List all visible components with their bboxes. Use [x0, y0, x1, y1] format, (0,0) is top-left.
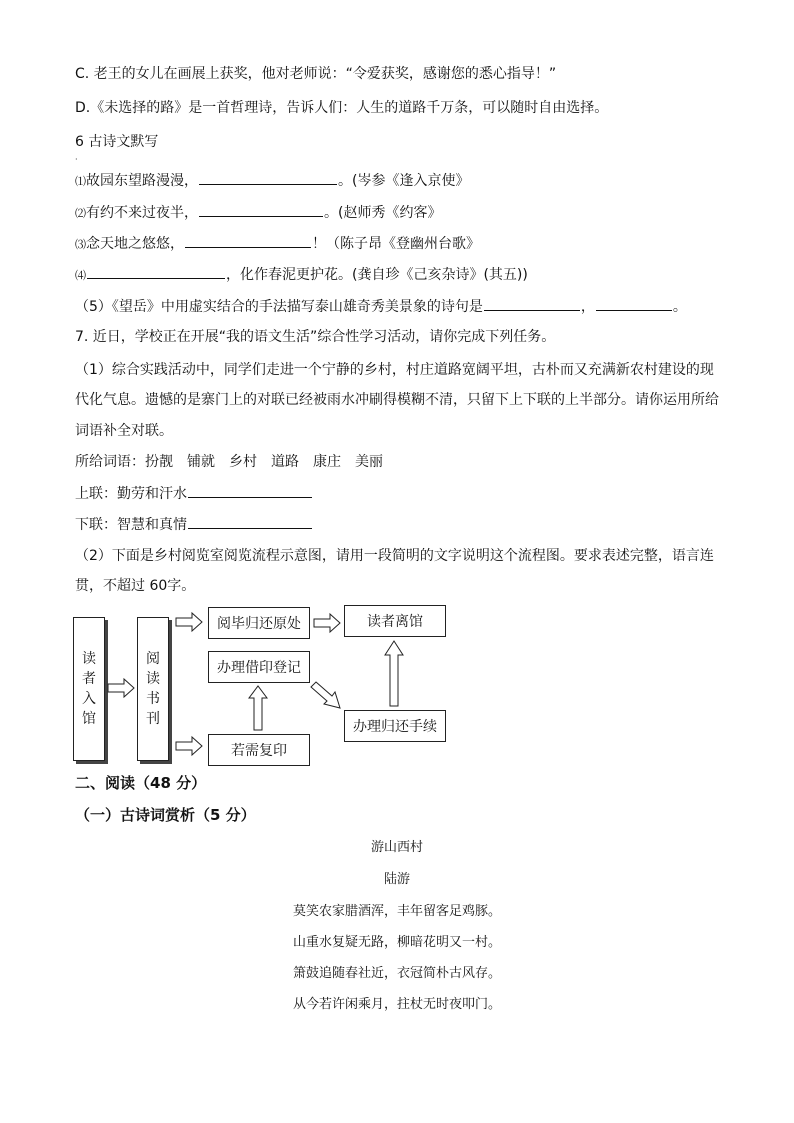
- flow-box-enter: [73, 617, 105, 761]
- flow-label: 若需复印: [231, 743, 287, 759]
- flow-box-borrow: [208, 651, 310, 683]
- arrow-up-icon: [385, 641, 403, 706]
- section-heading: 二、阅读（48 分）: [75, 774, 207, 792]
- option-d: D.《未选择的路》是一首哲理诗，告诉人们：人生的道路千万条，可以随时自由选择。: [75, 100, 609, 116]
- item-prefix: （5）《望岳》中用虚实结合的手法描写泰山雄奇秀美景象的诗句是: [75, 299, 483, 315]
- flow-box-read: [137, 617, 169, 761]
- flow-label: 办理归还手续: [353, 719, 437, 735]
- answer-blank[interactable]: [87, 264, 225, 279]
- flow-label: 阅毕归还原处: [217, 616, 301, 632]
- item-number: ⑶: [75, 238, 86, 251]
- item-number: ⑷: [75, 269, 86, 282]
- answer-blank[interactable]: [199, 202, 323, 217]
- lower-couplet: [75, 514, 313, 535]
- arrow-right-icon: [176, 737, 202, 755]
- item-prefix: 有约不来过夜半，: [86, 205, 198, 221]
- poem-author: 陆游: [383, 872, 410, 887]
- upper-couplet-text: 上联：勤劳和汗水: [75, 486, 187, 502]
- item-number: ⑵: [75, 207, 86, 220]
- answer-blank[interactable]: [188, 514, 312, 529]
- q7-part2-line2: 贯，不超过 60字。: [75, 578, 196, 594]
- q6-item-5: [75, 296, 687, 317]
- item-source: 。(赵师秀《约客》: [324, 205, 442, 221]
- poem-line: 莫笑农家腊酒浑，丰年留客足鸡豚。: [292, 904, 501, 919]
- poem-line: 山重水复疑无路，柳暗花明又一村。: [292, 935, 501, 950]
- arrow-right-icon: [176, 613, 202, 631]
- q7-part2-line1: （2）下面是乡村阅览室阅览流程示意图，请用一段简明的文字说明这个流程图。要求表述完整，语言连: [75, 548, 714, 564]
- option-c: C. 老王的女儿在画展上获奖，他对老师说：“令爱获奖，感谢您的悉心指导！”: [75, 66, 557, 82]
- subsection-heading: （一）古诗词赏析（5 分）: [75, 806, 256, 824]
- item-source: ，化作春泥更护花。(龚自珍《己亥杂诗》(其五)): [226, 267, 528, 283]
- q6-item-4: [75, 264, 528, 286]
- item-source: 。(岑参《逢入京使》: [338, 173, 470, 189]
- flow-box-leave: [344, 605, 446, 637]
- answer-blank[interactable]: [188, 483, 312, 498]
- lower-couplet-text: 下联：智慧和真情: [75, 517, 187, 533]
- q7-intro: 7. 近日，学校正在开展“我的语文生活”综合性学习活动，请你完成下列任务。: [75, 329, 556, 345]
- answer-blank[interactable]: [185, 233, 311, 248]
- arrow-right-icon: [314, 614, 340, 632]
- poem-line: 箫鼓追随春社近，衣冠简朴古风存。: [292, 966, 501, 981]
- q6-item-3: [75, 233, 480, 255]
- poem-line: 从今若许闲乘月，拄杖无时夜叩门。: [292, 997, 501, 1012]
- period: 。: [672, 299, 687, 315]
- q6-title: 6 古诗文默写: [75, 134, 159, 150]
- arrow-diagonal-icon: [311, 682, 340, 708]
- flow-label: 办理借印登记: [217, 660, 301, 676]
- q6-item-2: [75, 202, 441, 224]
- dot-mark: ·: [75, 155, 78, 164]
- q7-part1-line1: （1）综合实践活动中，同学们走进一个宁静的乡村，村庄道路宽阔平坦，古朴而又充满新农村建设的现: [75, 362, 714, 378]
- flow-box-copy: [208, 734, 310, 766]
- given-words: [75, 452, 383, 472]
- item-source: ！（陈子昂《登幽州台歌》: [312, 236, 480, 252]
- arrow-up-icon: [249, 686, 267, 730]
- arrow-right-icon: [108, 679, 134, 697]
- flow-label: 读者离馆: [367, 614, 423, 630]
- item-prefix: 故园东望路漫漫，: [86, 173, 198, 189]
- item-prefix: 念天地之悠悠，: [86, 236, 184, 252]
- answer-blank[interactable]: [199, 170, 337, 185]
- answer-blank[interactable]: [596, 296, 672, 311]
- q6-item-1: [75, 170, 469, 192]
- flow-label: 读者入馆: [82, 651, 96, 727]
- q7-part1-line3: 词语补全对联。: [75, 423, 173, 439]
- poem-title: 游山西村: [370, 840, 423, 855]
- separator: ，: [580, 299, 595, 315]
- flow-box-return-place: [208, 607, 310, 639]
- upper-couplet: [75, 483, 313, 504]
- answer-blank[interactable]: [484, 296, 580, 311]
- item-number: ⑴: [75, 175, 86, 188]
- q7-part1-line2: 代化气息。遗憾的是寨门上的对联已经被雨水冲刷得模糊不清，只留下上下联的上半部分。请你运用所给: [75, 392, 719, 408]
- given-words-list: 扮靓 铺就 乡村 道路 康庄 美丽: [145, 454, 383, 470]
- flow-box-return-procedure: [344, 710, 446, 742]
- given-words-label: 所给词语：: [75, 454, 145, 470]
- flow-label: 阅读书刊: [146, 651, 160, 727]
